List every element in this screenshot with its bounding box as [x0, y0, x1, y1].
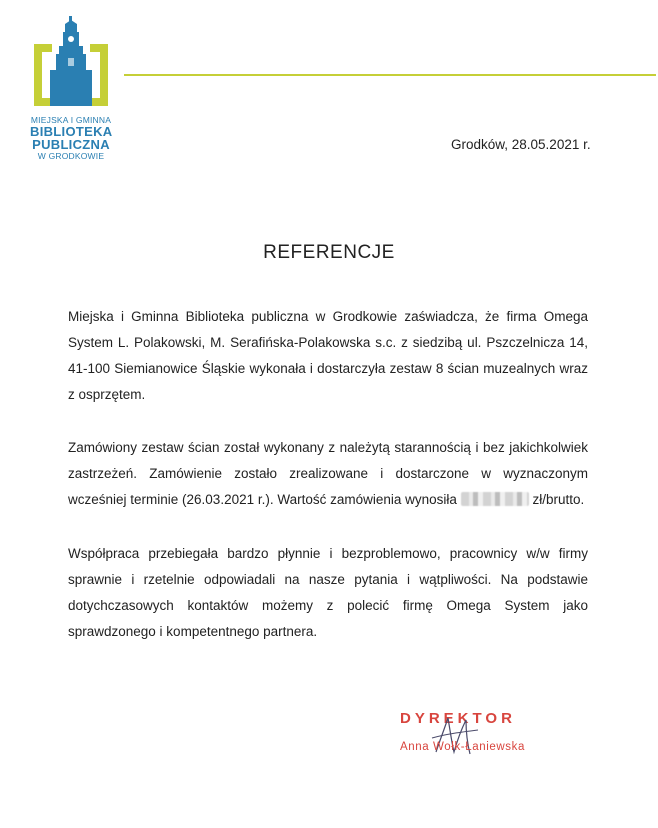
library-logo [30, 14, 112, 174]
paragraph-2-text: Zamówiony zestaw ścian został wykonany z należytą starannością i bez jakichkolwiek zastrzeżeń. Zamówienie zostało zrealizowane i dostarczone w wyznaczonym wcześniej terminie (26.03.2021 r.). Wartość zamówienia wynosiła [68, 440, 588, 507]
paragraph-2-currency: zł/brutto. [532, 492, 585, 507]
logo-line-1: MIEJSKA I GMINNA [30, 115, 112, 125]
signature-title: DYREKTOR [400, 710, 516, 727]
signatory-name: Anna Wołk-Łaniewska [400, 741, 525, 753]
document-date: Grodków, 28.05.2021 r. [451, 137, 591, 152]
paragraph-2 [68, 435, 588, 513]
logo-line-2: BIBLIOTEKA [30, 123, 113, 139]
logo-line-3: PUBLICZNA [32, 137, 110, 153]
header-divider [124, 74, 656, 76]
document-title: REFERENCJE [263, 242, 395, 263]
handwritten-signature-icon [418, 700, 488, 770]
tower-bracket-logo-icon [30, 14, 112, 114]
paragraph-3: Współpraca przebiegała bardzo płynnie i bezproblemowo, pracownicy w/w firmy sprawnie i rzetelnie odpowiadali na nasze pytania i wątpliwości. Na podstawie dotychczasowych kontaktów możemy z polecić firmę Omega System jako sprawdzonego i kompetentnego partnera. [68, 546, 588, 639]
redacted-amount [461, 492, 529, 506]
logo-line-4: W GRODKOWIE [37, 150, 105, 161]
paragraph-1: Miejska i Gminna Biblioteka publiczna w Grodkowie zaświadcza, że firma Omega System L. Polakowski, M. Serafińska-Polakowska s.c. z siedzibą ul. Pszczelnicza 14, 41-100 Siemianowice Śląskie wykonała i dostarczyła zestaw 8 ścian muzealnych wraz z osprzętem. [68, 309, 588, 402]
